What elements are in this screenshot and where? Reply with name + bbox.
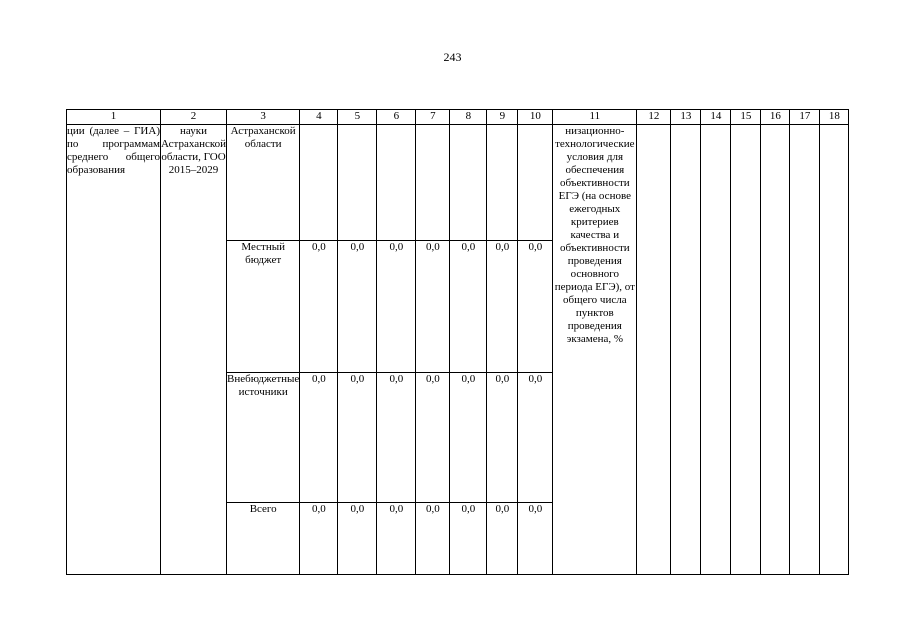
value-cell: 0,0 [487,503,518,575]
col-header: 6 [377,110,416,125]
col-header: 11 [553,110,637,125]
col-header: 2 [161,110,227,125]
col-header: 18 [820,110,849,125]
col-header: 4 [300,110,338,125]
empty-cell [820,125,849,575]
col-header: 5 [338,110,377,125]
empty-cell [637,125,671,575]
col-header: 9 [487,110,518,125]
header-row [67,110,849,125]
value-cell [416,125,450,241]
value-cell: 0,0 [450,373,487,503]
empty-cell [731,125,761,575]
empty-cell [671,125,701,575]
value-cell [377,125,416,241]
value-cell: 0,0 [416,373,450,503]
value-cell: 0,0 [416,241,450,373]
value-cell: 0,0 [300,503,338,575]
col-header: 8 [450,110,487,125]
funding-source-cell: Внебюджетные источники [227,373,300,503]
empty-cell [790,125,820,575]
value-cell: 0,0 [300,241,338,373]
value-cell: 0,0 [518,503,553,575]
value-cell [300,125,338,241]
value-cell: 0,0 [450,241,487,373]
value-cell [487,125,518,241]
value-cell: 0,0 [338,241,377,373]
value-cell: 0,0 [377,373,416,503]
col-header: 13 [671,110,701,125]
funding-source-cell: Всего [227,503,300,575]
col-header: 3 [227,110,300,125]
value-cell: 0,0 [377,241,416,373]
value-cell: 0,0 [487,241,518,373]
col-header: 16 [761,110,790,125]
value-cell: 0,0 [518,241,553,373]
page-number: 243 [443,50,462,64]
col-header: 15 [731,110,761,125]
indicator-cell: низационно-технологические условия для обеспечения объективности ЕГЭ (на основе ежегодных критериев качества и объективности проведения основного периода ЕГЭ), от общего числа пунктов проведения экзамена, % [553,125,637,575]
value-cell [338,125,377,241]
col-header: 10 [518,110,553,125]
value-cell: 0,0 [377,503,416,575]
value-cell: 0,0 [450,503,487,575]
table-row [67,125,849,241]
funding-source-cell: Местный бюджет [227,241,300,373]
value-cell: 0,0 [338,373,377,503]
empty-cell [701,125,731,575]
budget-table [66,109,849,575]
col-header: 12 [637,110,671,125]
value-cell: 0,0 [487,373,518,503]
value-cell: 0,0 [300,373,338,503]
value-cell: 0,0 [416,503,450,575]
col-header: 17 [790,110,820,125]
empty-cell [761,125,790,575]
value-cell [450,125,487,241]
value-cell [518,125,553,241]
col-header: 14 [701,110,731,125]
event-name-cell: ции (далее – ГИА) по программам среднего общего образования [67,125,161,575]
funding-source-cell: Астраханской области [227,125,300,241]
value-cell: 0,0 [518,373,553,503]
value-cell: 0,0 [338,503,377,575]
responsible-cell: науки Астраханской области, ГОО 2015–2029 [161,125,227,575]
col-header: 1 [67,110,161,125]
col-header: 7 [416,110,450,125]
